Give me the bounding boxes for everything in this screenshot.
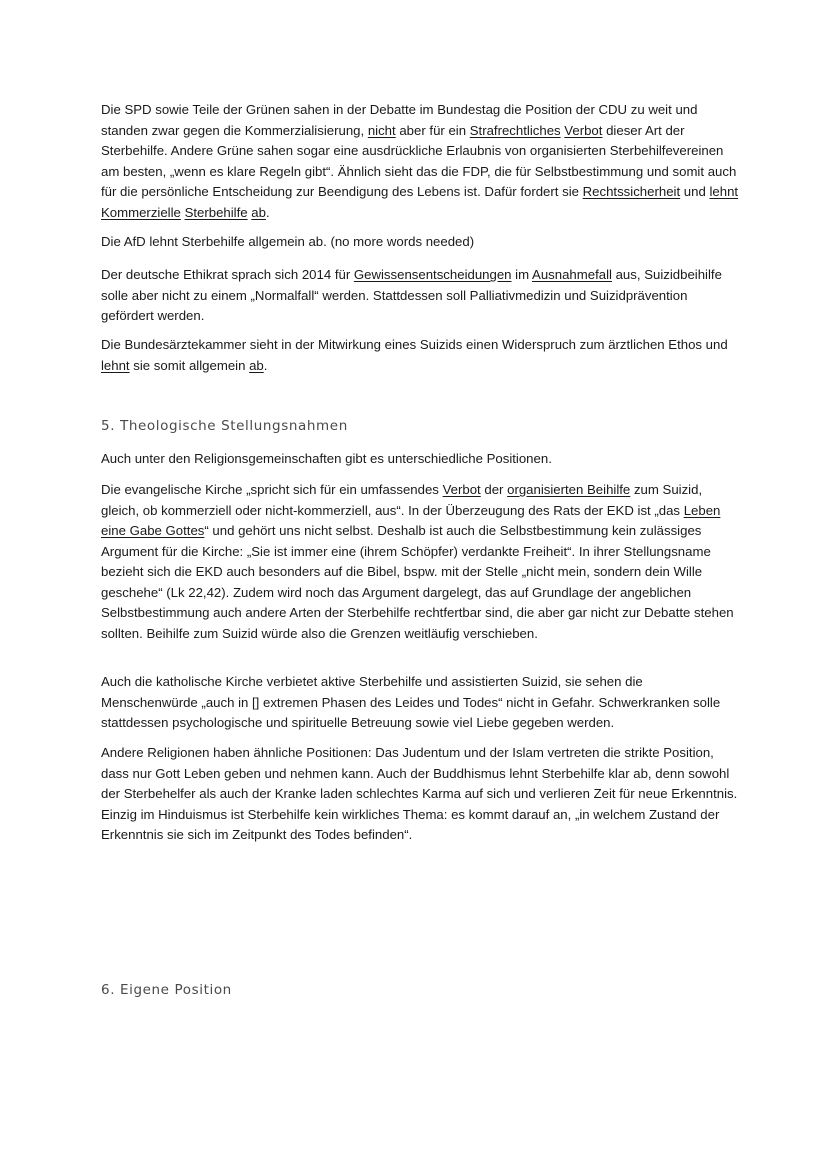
underlined-text: lehnt — [101, 357, 130, 373]
underlined-text: Verbot — [564, 122, 603, 138]
text-span: Die SPD sowie Teile der Grünen sahen in der Debatte im Bundestag die Position der CDU zu weit und standen zwar gegen die Kommerzialisierung, — [101, 102, 698, 138]
paragraph-catholic-church: Auch die katholische Kirche verbietet aktive Sterbehilfe und assistierten Suizid, sie sehen die Menschenwürde „auch in [] extremen Phasen des Leides und Todes“ nicht in Gefahr. Schwerkranken solle stattdessen psychologische und spirituelle Betreuung sowie viel Liebe gegeben werden. — [101, 674, 721, 730]
section-heading-5: 5. Theologische Stellungsnahmen — [101, 418, 348, 434]
text-span: . — [263, 357, 268, 373]
underlined-text: Leben eine Gabe Gottes — [101, 502, 721, 538]
underlined-text: ab — [249, 357, 264, 373]
paragraph-ethikrat — [101, 265, 741, 327]
text-span: aus, Suizidbeihilfe solle aber nicht zu einem „Normalfall“ werden. Stattdessen soll Palliativmedizin und Suizidprävention gefördert werden. — [101, 267, 722, 323]
text-span: Der deutsche Ethikrat sprach sich 2014 für — [101, 267, 354, 282]
underlined-text: Gewissensentscheidungen — [353, 267, 512, 282]
paragraph-party-positions — [101, 100, 741, 223]
text-span: Die Bundesärztekammer sieht in der Mitwirkung eines Suizids einen Widerspruch zum ärztlichen Ethos und — [101, 337, 728, 352]
paragraph-intro-religions: Auch unter den Religionsgemeinschaften gibt es unterschiedliche Positionen. — [101, 451, 552, 466]
underlined-text: Rechtssicherheit — [582, 184, 681, 199]
text-span: . — [265, 204, 270, 220]
text-span: der — [480, 482, 508, 497]
section-heading-6: 6. Eigene Position — [101, 982, 232, 998]
underlined-text: organisierten Beihilfe — [507, 482, 631, 497]
text-span: Die evangelische Kirche „spricht sich für ein umfassendes — [101, 482, 443, 497]
text-span: zum Suizid, gleich, ob kommerziell oder nicht-kommerziell, aus“. In der Überzeugung des Rats der EKD ist „das — [101, 482, 703, 518]
text-span: dieser Art der Sterbehilfe. Andere Grüne sahen sogar eine ausdrückliche Erlaubnis von organisierten Sterbehilfevereinen am besten, „wenn es klare Regeln gibt“. Ähnlich sieht das die FDP, die für Selbstbestimmung und somit auch für die persönliche Entscheidung zur Beendigung des Lebens ist. Dafür fordert sie — [101, 122, 737, 199]
text-span: im — [511, 267, 533, 282]
text-span: “ und gehört uns nicht selbst. Deshalb ist auch die Selbstbestimmung kein zulässiges Argument für die Kirche: „Sie ist immer eine (ihrem Schöpfer) verdankte Freiheit“. In ihrer Stellungsname bezieht sich die EKD auch besonders auf die Bibel, bspw. mit der Stelle „nicht mein, sondern dein Wille geschehe“ (Lk 22,42). Zudem wird noch das Argument dargelegt, das auf Grundlage der angeblichen Selbstbestimmung auch andere Arten der Sterbehilfe rechtfertbar sind, die aber gar nicht zur Debatte stehen sollten. Beihilfe zum Suizid würde also die Grenzen weitläufig verschieben. — [101, 523, 734, 641]
paragraph-other-religions: Andere Religionen haben ähnliche Positionen: Das Judentum und der Islam vertreten die strikte Position, dass nur Gott Leben geben und nehmen kann. Auch der Buddhismus lehnt Sterbehilfe klar ab, denn sowohl der Sterbehelfer als auch der Kranke laden schlechtes Karma auf sich und verlieren Zeit für neue Erkenntnis. Einzig im Hinduismus ist Sterbehilfe kein wirkliches Thema: es kommt darauf an, „in welchem Zustand der Erkenntnis sie sich im Zeitpunkt des Todes befinden“. — [101, 745, 738, 842]
paragraph-evangelical-church — [101, 480, 741, 644]
underlined-text: Verbot — [442, 482, 481, 497]
text-span: und — [680, 184, 710, 199]
paragraph-afd: Die AfD lehnt Sterbehilfe allgemein ab. (no more words needed) — [101, 234, 475, 249]
text-span: aber für ein — [395, 122, 470, 138]
underlined-text: nicht — [367, 122, 396, 138]
paragraph-bundesaerztekammer — [101, 335, 741, 376]
underlined-text: ab — [251, 204, 266, 220]
underlined-text: Kommerzielle — [101, 204, 181, 220]
underlined-text: Sterbehilfe — [184, 204, 248, 220]
text-span: sie somit allgemein — [129, 357, 250, 373]
underlined-text: Strafrechtliches — [469, 122, 561, 138]
underlined-text: lehnt — [709, 184, 739, 199]
underlined-text: Ausnahmefall — [532, 267, 612, 282]
